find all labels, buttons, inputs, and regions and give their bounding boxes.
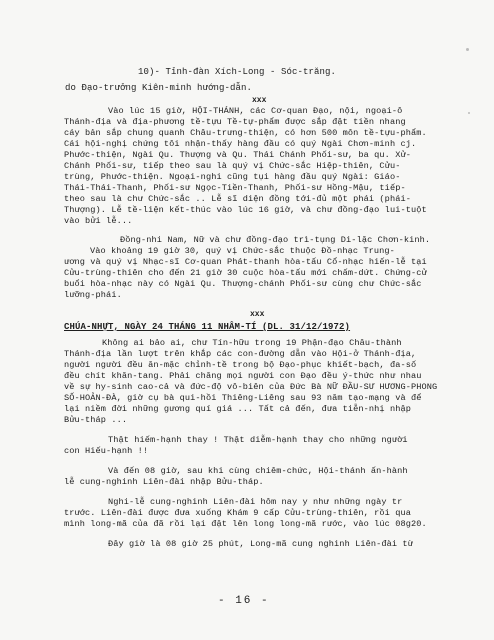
para1-line: Chánh Phối-sư, tiếp theo sau là quý vị Chức-sắc Hiệp-thiên, Cửu- [64,161,401,171]
para3-line: về sự hy-sinh cao-cả và đức-độ vô-biên của Đức Bà NỮ ĐẦU-SƯ HƯƠNG-PHONG [64,382,438,392]
para3-line: Bửu-tháp ... [64,415,128,425]
para2-line: buổi hòa-nhạc này có Ngài Qu. Thượng-chánh Phối-sư cùng chư Chức-sắc [64,279,422,289]
para2-line: ương và quý vị Nhạc-sĩ Cơ-quan Phát-thanh hòa-tấu Cổ-nhạc hiến-lễ tại [64,257,427,267]
para1-line: Thánh-địa và địa-phương tề-tựu Tề-tự-phẩm được sắp đặt tiền nhang [64,117,406,127]
para1-line: Vào lúc 15 giờ, HỘI-THÁNH, các Cơ-quan Đạo, nội, ngoại-ô [108,106,403,116]
date-title: CHÚA-NHỰT, NGÀY 24 THÁNG 11 NHÂM-TÍ (DL. 31/12/1972) [64,322,351,332]
para4-line: Thật hiếm-hạnh thay ! Thật diễm-hạnh thay cho những người [108,435,408,445]
separator-stars: xxx [250,310,265,319]
para2-line: lưỡng-phái. [64,290,122,300]
scan-speck [468,112,470,114]
para1-line: trùng, Phước-thiện. Ngoại-nghi cũng tụi hàng đầu quý Ngài: Giáo- [64,172,401,182]
para4-line: con Hiếu-hạnh !! [64,446,149,456]
scan-speck [466,48,469,51]
para1-line: Phước-thiện, Ngài Qu. Thượng và Qu. Thái Chánh Phối-sư, ba qu. Xử- [64,150,411,160]
page-number: - 16 - [218,595,270,607]
para2-line: Vào khoảng 19 giờ 30, quý vị Chức-sắc thuộc Đồ-nhạc Trung- [90,246,395,256]
para3-line: lại niềm đời những gương quí giá ... Tất cả đến, đưa tiễn-nhị nhập [64,404,411,414]
para1-line: cáy bản sắp chung quanh Châu-trưng-thiện, có hơn 500 môn tề-tựu-phẩm. [64,128,427,138]
para6-line: Nghi-lễ cung-nghinh Liên-đài hôm nay y như những ngày tr [108,497,403,507]
para2-line: Đồng-nhi Nam, Nữ và chư đồng-đạo trì-tụng Di-lặc Chơn-kinh. [120,235,431,245]
separator-stars: xxx [252,96,267,105]
para5-line: Và đến 08 giờ, sau khi cùng chiêm-chức, Hội-thánh ấn-hành [108,466,408,476]
section-subheading: do Đạo-trưởng Kiên-minh hướng-dẫn. [65,83,253,93]
para3-line: người người đều ăn-mặc chỉnh-tề trong bộ Đạo-phục khiết-bạch, đa-số [64,360,417,370]
para1-line: Thái-Thái-Thanh, Phối-sư Ngọc-Tiền-Thanh, Phối-sư Hồng-Mậu, tiếp- [64,183,406,193]
para3-line: Thánh-địa lần lượt trên khắp các con-đường dẫn vào Hội-ở Thánh-địa, [64,349,417,359]
section-heading: 10)- Tỉnh-đàn Xích-Long - Sóc-trăng. [138,67,337,77]
para1-line: Cái hội-nghị chứng tôi nhận-thấy hàng đầu có quý Ngài Chơn-minh cj. [64,139,417,149]
para1-line: theo sau là chư Chức-sắc .. Lễ sĩ diện đồng tới-đủ một phái (phái- [64,194,411,204]
para1-line: Thượng). Lễ tề-liện kết-thúc vào lúc 16 giờ, và chư đồng-đạo lui-tuột [64,205,427,215]
para6-line: trước. Liên-đài được đưa xuống Khám 9 cấp Cửu-trùng-thiên, rồi qua [64,508,411,518]
para3-line: Không ai bảo ai, chư Tín-hữu trong 19 Phận-đạo Châu-thành [102,338,402,348]
para3-line: đều chít khăn-tang. Phải chăng mọi người con Đạo đều ý-thức như nhau [64,371,422,381]
para3-line: SỐ-HOẢN-ĐÀ, giờ cụ bà qui-hồi Thiêng-Liêng sau 93 năm tạo-mạng và để [64,393,422,403]
para7-line: Đây giờ là 08 giờ 25 phút, Long-mã cung nghinh Liên-đài từ [108,539,413,549]
para1-line: vào bửi lễ... [64,216,133,226]
para6-line: mình long-mã của đã rồi lại đặt lên long long-mã rước, vào lúc 08g20. [64,519,427,529]
para2-line: Cửu-trùng-thiên cho đến 21 giờ 30 cuộc hòa-tấu mới chấm-dứt. Chứng-cử [64,268,427,278]
para5-line: lễ cung-nghinh Liên-đài nhập Bửu-tháp. [64,477,264,487]
